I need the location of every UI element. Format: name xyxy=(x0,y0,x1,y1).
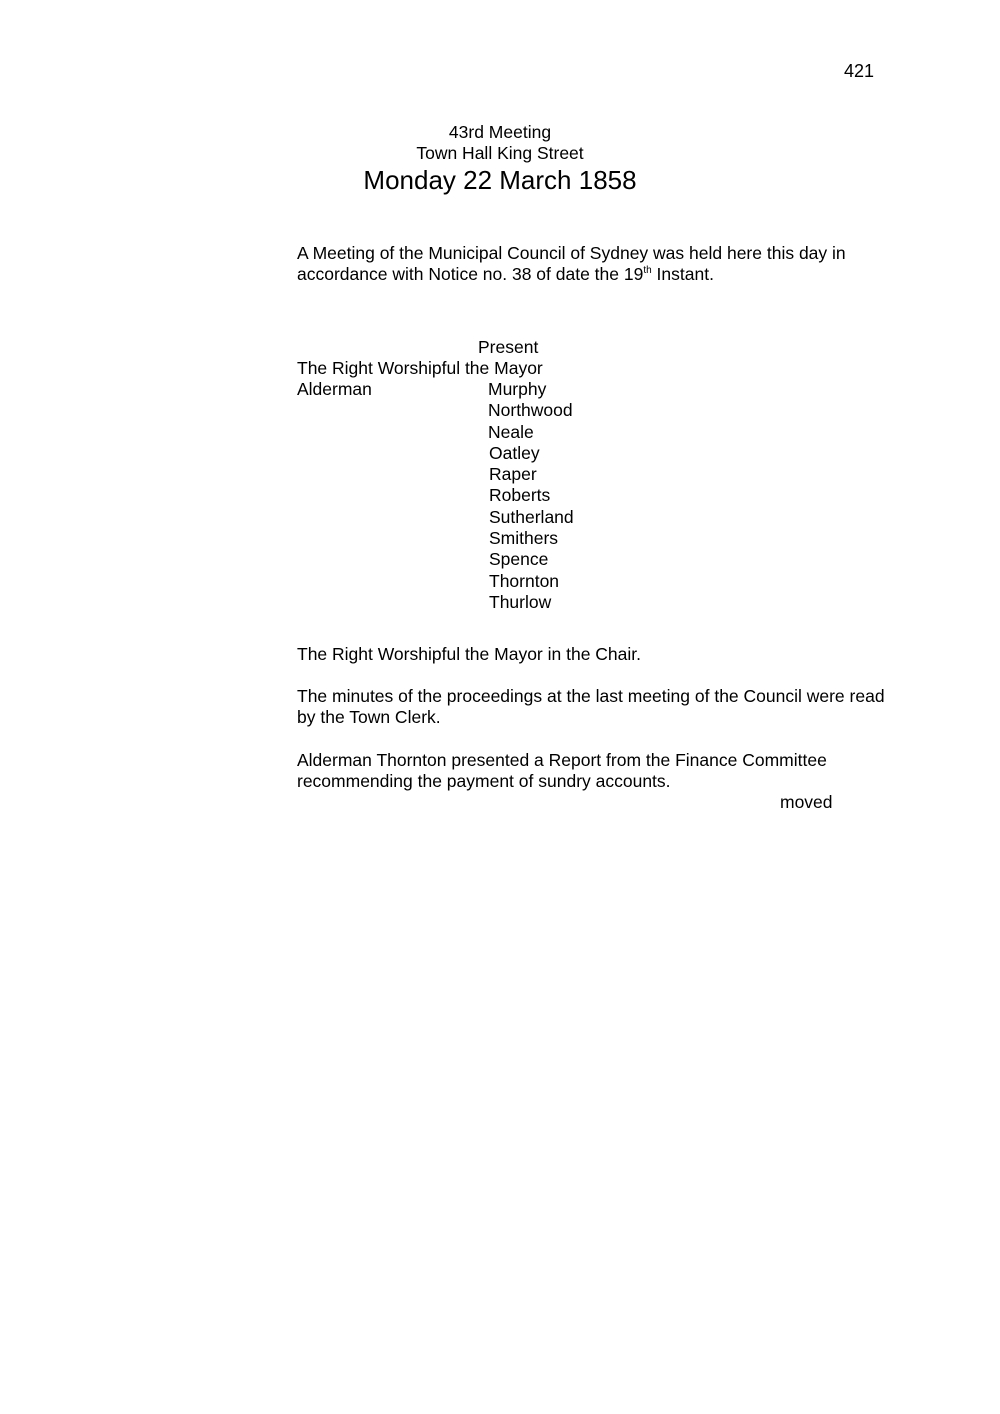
intro-text: A Meeting of the Municipal Council of Sydney was held here this day in accordance with Notice no. 38 of date the 19 xyxy=(297,243,846,284)
alderman-list xyxy=(488,379,574,613)
alderman-name: Neale xyxy=(488,421,534,442)
alderman-name: Northwood xyxy=(488,400,573,421)
present-heading: Present xyxy=(478,337,539,357)
meeting-date: Monday 22 March 1858 xyxy=(363,165,637,195)
meeting-number: 43rd Meeting xyxy=(448,122,552,142)
alderman-name: Roberts xyxy=(489,485,551,506)
meeting-venue: Town Hall King Street xyxy=(416,143,584,163)
intro-text-end: Instant. xyxy=(651,264,714,284)
alderman-name: Raper xyxy=(489,464,537,485)
alderman-name: Murphy xyxy=(488,379,547,399)
mayor-line: The Right Worshipful the Mayor xyxy=(297,358,543,378)
alderman-name: Spence xyxy=(489,549,549,570)
alderman-name: Sutherland xyxy=(489,506,574,527)
chair-paragraph: The Right Worshipful the Mayor in the Chair. xyxy=(297,644,642,664)
alderman-name: Thornton xyxy=(489,570,560,591)
alderman-name: Oatley xyxy=(489,442,540,463)
report-paragraph: Alderman Thornton presented a Report from the Finance Committee recommending the payment of sundry accounts. xyxy=(297,750,827,791)
page-number: 421 xyxy=(844,61,875,81)
catchword: moved xyxy=(780,792,833,812)
minutes-paragraph: The minutes of the proceedings at the last meeting of the Council were read by the Town Clerk. xyxy=(297,686,885,727)
alderman-label: Alderman xyxy=(297,379,372,399)
alderman-name: Smithers xyxy=(489,528,559,549)
alderman-name: Thurlow xyxy=(489,591,552,612)
intro-superscript: th xyxy=(643,265,652,276)
intro-paragraph xyxy=(297,243,897,285)
